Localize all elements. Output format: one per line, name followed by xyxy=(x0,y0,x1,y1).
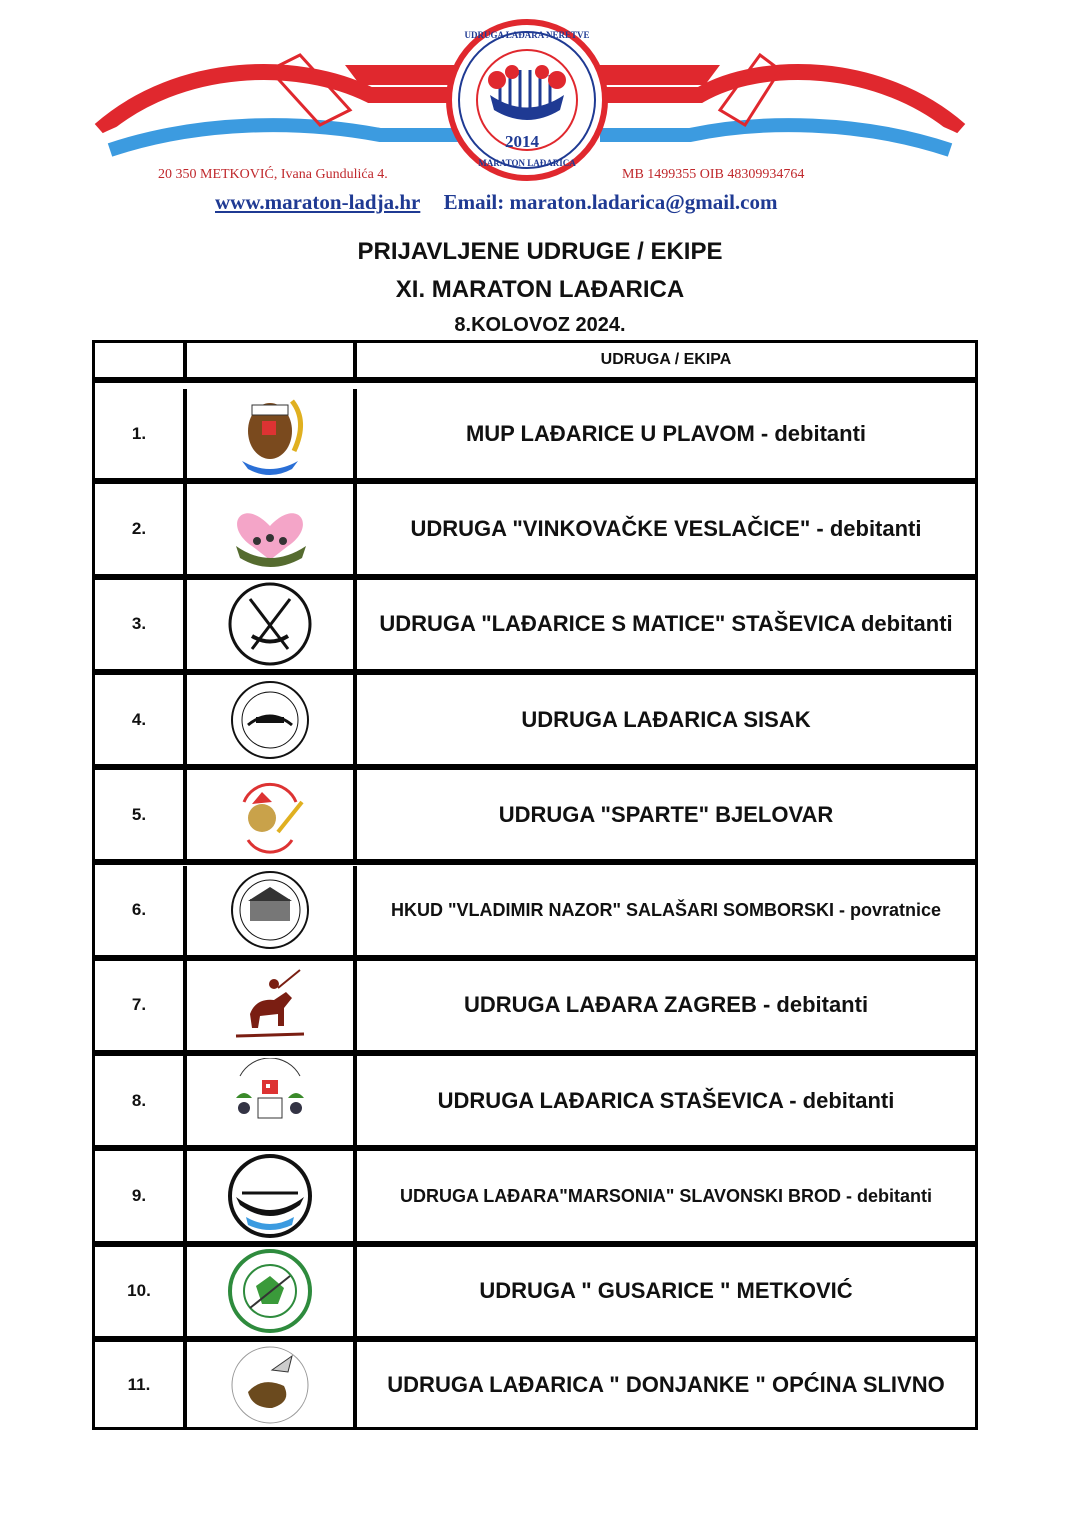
row-number-cell xyxy=(95,1056,187,1145)
row-team-cell xyxy=(357,961,975,1050)
row-logo-cell xyxy=(187,675,357,764)
salasari-circle-logo-icon xyxy=(222,867,318,953)
row-team-cell xyxy=(357,675,975,764)
row-number: 3. xyxy=(131,614,147,634)
table-row xyxy=(95,866,975,961)
teams-table xyxy=(92,340,978,1430)
row-number-cell xyxy=(95,389,187,478)
row-logo-cell xyxy=(187,1056,357,1145)
emblem-year: 2014 xyxy=(505,132,539,151)
team-name: UDRUGA " GUSARICE " METKOVIĆ xyxy=(479,1278,853,1304)
team-name: UDRUGA LAĐARA"MARSONIA" SLAVONSKI BROD - debitanti xyxy=(399,1185,933,1206)
row-number: 4. xyxy=(131,709,147,729)
row-team-cell xyxy=(357,866,975,955)
row-number: 10. xyxy=(127,1281,151,1301)
table-row xyxy=(95,1247,975,1342)
team-name: UDRUGA "LAĐARICE S MATICE" STAŠEVICA debitanti xyxy=(379,611,953,637)
row-team-cell xyxy=(357,1342,975,1427)
row-number: 11. xyxy=(127,1374,151,1394)
team-name: UDRUGA LAĐARICA SISAK xyxy=(521,706,811,732)
row-team-cell xyxy=(357,389,975,478)
row-number-cell xyxy=(95,1342,187,1427)
team-name: HKUD "VLADIMIR NAZOR" SALAŠARI SOMBORSKI - povratnice xyxy=(390,899,942,920)
row-number-cell xyxy=(95,1151,187,1240)
row-team-cell xyxy=(357,1056,975,1145)
website-link[interactable]: www.maraton-ladja.hr xyxy=(215,190,421,214)
row-number-cell xyxy=(95,580,187,669)
row-logo-cell xyxy=(187,389,357,478)
staševica-grapes-logo-icon xyxy=(222,1058,318,1144)
row-number: 6. xyxy=(131,900,147,920)
row-team-cell xyxy=(357,770,975,859)
table-row xyxy=(95,580,975,675)
row-number: 1. xyxy=(131,423,147,443)
row-number: 8. xyxy=(131,1090,147,1110)
event-title: XI. MARATON LAĐARICA xyxy=(395,276,685,303)
mup-boat-logo-icon xyxy=(222,391,318,477)
row-logo-cell xyxy=(187,1247,357,1336)
row-team-cell xyxy=(357,1151,975,1240)
row-number-cell xyxy=(95,961,187,1050)
sisak-circle-logo-icon xyxy=(222,677,318,763)
row-logo-cell xyxy=(187,1151,357,1240)
table-header-label: UDRUGA / EKIPA xyxy=(600,351,732,368)
crossed-oars-circle-logo-icon xyxy=(222,581,318,667)
vinkovci-heart-boat-logo-icon xyxy=(222,486,318,572)
marsonia-boat-logo-icon xyxy=(222,1153,318,1239)
row-number-cell xyxy=(95,770,187,859)
emblem-top-text: UDRUGA LAĐARA NERETVE xyxy=(464,30,590,40)
row-number: 2. xyxy=(131,518,147,538)
team-name: MUP LAĐARICE U PLAVOM - debitanti xyxy=(465,420,867,446)
row-number-cell xyxy=(95,484,187,573)
row-logo-cell xyxy=(187,484,357,573)
row-logo-cell xyxy=(187,770,357,859)
team-name: UDRUGA LAĐARICA " DONJANKE " OPĆINA SLIVNO xyxy=(387,1371,945,1397)
header-cell-logo xyxy=(187,343,357,377)
table-row xyxy=(95,1151,975,1246)
maraton-emblem-logo-icon xyxy=(449,22,605,178)
table-row xyxy=(95,961,975,1056)
row-logo-cell xyxy=(187,866,357,955)
team-name: UDRUGA LAĐARICA STAŠEVICA - debitanti xyxy=(437,1087,895,1113)
team-name: UDRUGA LAĐARA ZAGREB - debitanti xyxy=(463,992,869,1018)
row-number-cell xyxy=(95,675,187,764)
doc-title: PRIJAVLJENE UDRUGE / EKIPE xyxy=(357,238,723,265)
row-number: 7. xyxy=(131,995,147,1015)
letterhead xyxy=(0,0,1080,225)
table-row xyxy=(95,1342,975,1427)
emblem-bottom-text: MARATON LAĐARICA xyxy=(478,158,576,168)
row-logo-cell xyxy=(187,580,357,669)
address-left: 20 350 METKOVIĆ, Ivana Gundulića 4. xyxy=(158,167,388,182)
row-number-cell xyxy=(95,1247,187,1336)
donjanke-bird-logo-icon xyxy=(222,1342,318,1428)
table-header-row xyxy=(95,343,975,383)
table-row xyxy=(95,770,975,865)
team-name: UDRUGA "VINKOVAČKE VESLAČICE" - debitanti xyxy=(410,515,922,541)
row-logo-cell xyxy=(187,961,357,1050)
email-text[interactable]: Email: maraton.ladarica@gmail.com xyxy=(443,190,778,214)
row-team-cell xyxy=(357,580,975,669)
table-row xyxy=(95,1056,975,1151)
row-team-cell xyxy=(357,484,975,573)
header-cell-num xyxy=(95,343,187,377)
row-team-cell xyxy=(357,1247,975,1336)
header-cell-team xyxy=(357,343,975,377)
team-name: UDRUGA "SPARTE" BJELOVAR xyxy=(498,801,834,827)
event-date: 8.KOLOVOZ 2024. xyxy=(454,314,626,336)
row-number: 5. xyxy=(131,804,147,824)
horse-rider-logo-icon xyxy=(222,962,318,1048)
row-logo-cell xyxy=(187,1342,357,1427)
table-row xyxy=(95,675,975,770)
row-number: 9. xyxy=(131,1186,147,1206)
row-number-cell xyxy=(95,866,187,955)
gusarice-green-logo-icon xyxy=(222,1248,318,1334)
table-row xyxy=(95,389,975,484)
spartan-helmet-logo-icon xyxy=(222,772,318,858)
address-right: MB 1499355 OIB 48309934764 xyxy=(622,167,805,182)
contact-line xyxy=(215,190,777,215)
table-row xyxy=(95,484,975,579)
